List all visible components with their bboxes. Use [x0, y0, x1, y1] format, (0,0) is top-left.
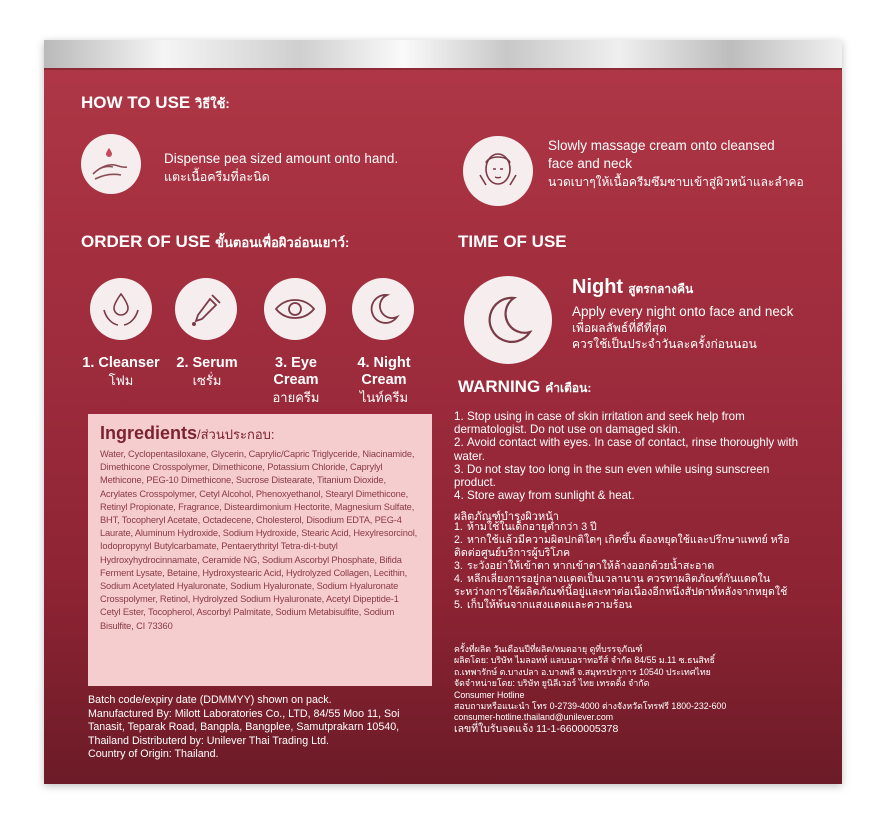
moon-icon	[352, 278, 414, 340]
how-step1: Dispense pea sized amount onto hand. แตะเนื้อครีมที่ละนิด	[164, 151, 399, 184]
warning-th-item: 2. หากใช้แล้วมีความผิดปกติใดๆ เกิดขึ้น ต้องหยุดใช้และปรึกษาแพทย์ หรือติดต่อศูนย์บริการผู้บริโภค	[454, 534, 790, 559]
hand-dispense-icon	[81, 134, 141, 194]
warning-list-en	[454, 410, 804, 502]
eye-icon	[264, 278, 326, 340]
drop-hands-icon	[90, 278, 152, 340]
dropper-icon	[175, 278, 237, 340]
order-of-use-heading: ORDER OF USE ขั้นตอนเพื่อผิวอ่อนเยาว์:	[81, 232, 350, 251]
warning-item: 4. Store away from sunlight & heat.	[454, 489, 635, 503]
warning-item: 2. Avoid contact with eyes. In case of contact, rinse thoroughly with water.	[454, 436, 799, 463]
order-step-3: 3. Eye Cream อายครีม	[272, 355, 320, 405]
thai-manufacturer-info: ครั้งที่ผลิต วันเดือนปีที่ผลิต/หมดอายุ ดูที่บรรจุภัณฑ์ ผลิตโดย: บริษัท ไมลอทท์ แลบบอราทอรีส์ จำกัด 84/55 ม.11 ซ.ธนสิทธิ์ ถ.เทพารักษ์ ต.บางปลา อ.บางพลี จ.สมุทรปราการ 10540 ประเทศไทย จัดจำหน่ายโดย: บริษัท ยูนิลีเวอร์ ไทย เทรดดิ้ง จำกัด Consumer Hotline สอบถามหรือแนะนำ โทร 0-2739-4000 ต่างจังหวัดโทรฟรี 1800-232-600 consumer-hotline.thailand@unilever.com เลขที่ใบรับจดแจ้ง 11-1-6600005378	[454, 644, 727, 735]
box-lid	[44, 40, 842, 70]
ingredients-panel	[88, 414, 432, 686]
warning-th-title: ผลิตภัณฑ์บำรุงผิวหน้า	[454, 511, 559, 523]
warning-th-item: 1. ห้ามใช้ในเด็กอายุต่ำกว่า 3 ปี	[454, 521, 597, 533]
warning-item: 3. Do not stay too long in the sun even while using sunscreen product.	[454, 462, 770, 490]
order-step-4: 4. Night Cream ไนท์ครีม	[357, 355, 411, 405]
warning-th-item: 4. หลีกเลี่ยงการอยู่กลางแดดเป็นเวลานาน ควรทาผลิตภัณฑ์กันแดดในระหว่างการใช้ผลิตภัณฑ์นี้อยู่และทาต่อเนื่องอีกหนึ่งสัปดาห์หลังจากหยุดใช้	[454, 573, 788, 598]
product-box-back	[44, 40, 842, 784]
warning-list-th	[454, 521, 804, 612]
night-moon-icon	[464, 276, 552, 364]
night-title: Night สูตรกลางคืน	[572, 276, 694, 298]
warning-heading: WARNING คำเตือน:	[458, 377, 592, 396]
warning-th-item: 5. เก็บให้พ้นจากแสงแดดและความร้อน	[454, 599, 633, 611]
order-step-1: 1. Cleanser โฟม	[82, 355, 160, 388]
ingredients-title: Ingredients/ส่วนประกอบ:	[100, 423, 275, 443]
manufacturer-footer: Batch code/expiry date (DDMMYY) shown on pack. Manufactured By: Milott Laboratories Co., LTD, 84/55 Moo 11, Soi Tanasit, Teparak Road, Bangpla, Bangplee, Samutprakarn 10540, Thailand Distributerd by: Unilever Thai Trading Ltd. Country of Origin: Thailand.	[88, 694, 400, 760]
how-to-use-heading: HOW TO USE วิธีใช้:	[81, 93, 230, 112]
time-of-use-heading: TIME OF USE	[458, 232, 567, 251]
order-step-2: 2. Serum เซรั่ม	[176, 355, 238, 388]
night-description: Apply every night onto face and neck เพื่อผลลัพธ์ที่ดีที่สุด ควรใช้เป็นประจำวันละครั้งก่อนนอน	[572, 304, 794, 351]
how-step2: Slowly massage cream onto cleansed face and neck นวดเบาๆให้เนื้อครีมซึมซาบเข้าสู่ผิวหน้าและลำคอ	[548, 138, 804, 189]
warning-item: 1. Stop using in case of skin irritation and seek help from dermatologist. Do not use on damaged skin.	[454, 410, 745, 437]
ingredients-list: Water, Cyclopentasiloxane, Glycerin, Caprylic/Capric Triglyceride, Niacinamide, Dimethicone Crosspolymer, Dimethicone, Potassium Chloride, Caprylyl Methicone, PEG-10 Dimethicone, Sucrose Distearate, Titanium Dioxide, Acrylates Crosspolymer, Cetyl Alcohol, Phenoxyethanol, Stearyl Dimethicone, Retinyl Propionate, Fragrance, Disteardimonium Hectorite, Magnesium Sulfate, BHT, Tocopheryl Acetate, Octadecene, Cholesterol, Disodium EDTA, PEG-4 Laurate, Aluminum Hydroxide, Sodium Hydroxide, Stearic Acid, Hexylresorcinol, Iodopropynyl Butylcarbamate, Pentaerythrityl Tetra-di-t-butyl Hydroxyhydrocinnamate, Ceramide NG, Sodium Ascorbyl Phosphate, Bifida Ferment Lysate, Betaine, Hydroxystearic Acid, Hydrolyzed Collagen, Lecithin, Sodium Acetylated Hyaluronate, Sodium Hyaluronate, Sodium Hyaluronate Crosspolymer, Retinol, Hydrolyzed Sodium Hyaluronate, Acetyl Dipeptide-1 Cetyl Ester, Tocopherol, Ascorbyl Palmitate, Sodium Metabisulfite, Sodium Bisulfite, CI 73360	[100, 449, 418, 631]
face-massage-icon	[463, 136, 533, 206]
warning-th-item: 3. ระวังอย่าให้เข้าตา หากเข้าตาให้ล้างออกด้วยน้ำสะอาด	[454, 560, 715, 572]
